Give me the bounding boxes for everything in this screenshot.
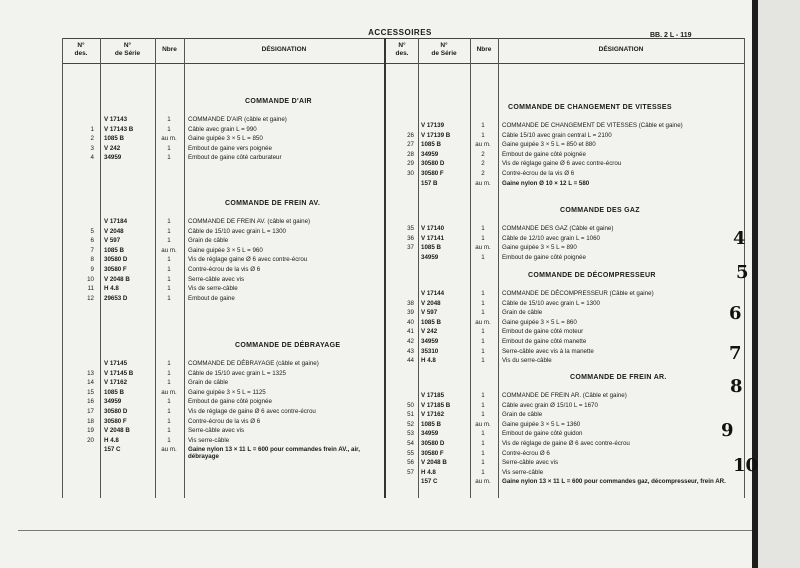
col-line bbox=[498, 38, 499, 498]
designation: Câble de 15/10 avec grain L = 1300 bbox=[502, 299, 600, 307]
quantity: au m. bbox=[475, 478, 491, 486]
designation: Gaine guipée 3 × 5 L = 890 bbox=[502, 244, 577, 252]
serial-number: V 242 bbox=[104, 144, 121, 152]
designation: Gaine guipée 3 × 5 L = 960 bbox=[188, 246, 263, 254]
designation: Embout de gaine côté guidon bbox=[502, 430, 583, 438]
item-number: 12 bbox=[87, 294, 94, 302]
serial-number: V 17144 bbox=[421, 290, 445, 297]
serial-number: 1085 B bbox=[421, 318, 441, 326]
designation: COMMANDE DE DÉBRAYAGE (câble et gaine) bbox=[188, 360, 319, 367]
thumb-tab: 9 bbox=[721, 420, 734, 441]
serial-number: 30580 D bbox=[104, 408, 128, 415]
page-bottom-rule bbox=[18, 530, 758, 531]
serial-number: 34959 bbox=[421, 338, 439, 345]
item-number: 39 bbox=[407, 309, 414, 317]
item-number: 36 bbox=[407, 234, 414, 242]
item-number: 19 bbox=[87, 427, 94, 435]
designation: Vis de serre-câble bbox=[188, 285, 238, 293]
item-number: 7 bbox=[90, 246, 94, 254]
serial-number: V 2048 bbox=[421, 299, 441, 307]
quantity: 1 bbox=[167, 218, 171, 225]
serial-number: V 242 bbox=[421, 328, 438, 336]
designation: COMMANDE DE FREIN AR. (Câble et gaine) bbox=[502, 392, 627, 399]
quantity: au m. bbox=[475, 244, 491, 252]
section-title: COMMANDE DE DÉBRAYAGE bbox=[235, 342, 341, 349]
designation: Embout de gaine côté poignée bbox=[502, 253, 586, 261]
quantity: 1 bbox=[481, 131, 485, 139]
section-title: COMMANDE DES GAZ bbox=[560, 207, 640, 214]
serial-number: V 17143 B bbox=[104, 125, 134, 133]
designation: Serre-câble avec vis bbox=[188, 275, 245, 283]
header-num: N° des. bbox=[74, 42, 88, 57]
item-number: 8 bbox=[90, 256, 94, 264]
item-number: 29 bbox=[407, 160, 414, 168]
designation: Gaine guipée 3 × 5 L = 1125 bbox=[188, 388, 266, 396]
section-title: COMMANDE DE DÉCOMPRESSEUR bbox=[528, 272, 656, 279]
serial-number: H 4.8 bbox=[104, 436, 119, 444]
quantity: au m. bbox=[475, 318, 491, 326]
serial-number: V 597 bbox=[104, 237, 121, 245]
serial-number: V 2048 B bbox=[104, 427, 130, 435]
serial-number: 30580 F bbox=[421, 449, 444, 457]
quantity: 1 bbox=[481, 234, 485, 242]
section-title: COMMANDE DE FREIN AV. bbox=[225, 200, 321, 207]
quantity: 1 bbox=[481, 253, 485, 261]
designation: Gaine nylon Ø 10 × 12 L = 580 bbox=[502, 179, 590, 187]
item-number: 13 bbox=[87, 369, 94, 377]
col-line bbox=[155, 38, 156, 498]
thumb-tab: 10 bbox=[733, 455, 759, 476]
quantity: 1 bbox=[167, 436, 171, 444]
quantity: 1 bbox=[167, 398, 171, 406]
quantity: 1 bbox=[167, 427, 171, 435]
quantity: 1 bbox=[167, 266, 171, 273]
serial-number: H 4.8 bbox=[421, 468, 436, 476]
serial-number: 1085 B bbox=[421, 244, 441, 252]
quantity: 1 bbox=[167, 417, 171, 425]
thumb-tab: 6 bbox=[729, 303, 742, 324]
serial-number: V 17145 B bbox=[104, 369, 134, 377]
item-number: 26 bbox=[407, 131, 414, 139]
designation: Grain de câble bbox=[188, 237, 229, 245]
quantity: 1 bbox=[481, 328, 485, 336]
item-number: 35 bbox=[407, 225, 414, 232]
designation: Grain de câble bbox=[188, 379, 229, 387]
designation: Contre-écrou de la vis Ø 6 bbox=[188, 266, 261, 273]
designation: Gaine guipée 3 × 5 L = 850 bbox=[188, 135, 263, 143]
serial-number: 1085 B bbox=[421, 420, 441, 428]
designation: Gaine guipée 3 × 5 L = 1360 bbox=[502, 420, 581, 428]
designation: Contre-écrou Ø 6 bbox=[502, 449, 550, 457]
serial-number: 1085 B bbox=[421, 141, 441, 149]
designation: Contre-écrou de la vis Ø 6 bbox=[188, 417, 261, 425]
designation: Vis de réglage gaine Ø 6 avec contre-écrou bbox=[188, 256, 308, 264]
quantity: 1 bbox=[167, 144, 171, 152]
serial-number: 34959 bbox=[421, 253, 439, 261]
binding-strip bbox=[752, 0, 800, 568]
serial-number: V 597 bbox=[421, 309, 438, 317]
designation: Câble avec grain L = 990 bbox=[188, 125, 257, 133]
designation: Embout de gaine vers poignée bbox=[188, 144, 272, 152]
quantity: 1 bbox=[167, 154, 171, 162]
quantity: 1 bbox=[167, 116, 171, 123]
quantity: 1 bbox=[481, 459, 485, 467]
col-line bbox=[418, 38, 419, 498]
thumb-tab: 7 bbox=[729, 343, 742, 364]
designation: Embout de gaine côté manette bbox=[502, 338, 587, 345]
designation: Serre-câble avec vis à la manette bbox=[502, 347, 594, 355]
serial-number: 1085 B bbox=[104, 135, 124, 143]
serial-number: 30580 D bbox=[421, 440, 445, 447]
quantity: 1 bbox=[167, 125, 171, 133]
quantity: 1 bbox=[167, 294, 171, 302]
header-qty: Nbre bbox=[162, 46, 177, 53]
designation: Câble avec grain Ø 15/10 L = 1670 bbox=[502, 401, 598, 409]
quantity: 2 bbox=[481, 160, 485, 168]
item-number: 42 bbox=[407, 338, 414, 345]
designation: Gaine guipée 3 × 5 L = 860 bbox=[502, 318, 577, 326]
quantity: 1 bbox=[481, 449, 485, 457]
designation: Gaine guipée 3 × 5 L = 850 et 880 bbox=[502, 141, 596, 149]
quantity: 1 bbox=[481, 122, 485, 129]
quantity: 1 bbox=[481, 347, 485, 355]
item-number: 15 bbox=[87, 388, 94, 396]
designation: Embout de gaine côté carburateur bbox=[188, 154, 282, 162]
quantity: au m. bbox=[475, 420, 491, 428]
serial-number: V 17145 bbox=[104, 360, 128, 367]
thumb-tab: 4 bbox=[733, 228, 746, 249]
item-number: 53 bbox=[407, 430, 414, 438]
serial-number: V 17162 bbox=[104, 379, 128, 387]
serial-number: 30580 F bbox=[421, 170, 444, 177]
quantity: 1 bbox=[481, 440, 485, 447]
item-number: 52 bbox=[407, 420, 414, 428]
item-number: 37 bbox=[407, 244, 414, 252]
item-number: 40 bbox=[407, 318, 414, 326]
quantity: 1 bbox=[167, 285, 171, 293]
designation: Gaine nylon 13 × 11 L = 600 pour commandes gaz, décompresseur, frein AR. bbox=[502, 478, 726, 486]
section-title: COMMANDE DE FREIN AR. bbox=[570, 374, 667, 381]
header-serial: N° de Série bbox=[114, 42, 141, 57]
item-number: 16 bbox=[87, 398, 94, 406]
designation: Grain de câble bbox=[502, 411, 543, 419]
quantity: 2 bbox=[481, 170, 485, 177]
designation: COMMANDE DES GAZ (Câble et gaine) bbox=[502, 225, 614, 232]
header-serial: N° de Série bbox=[431, 42, 457, 57]
item-number: 10 bbox=[87, 275, 94, 283]
quantity: 1 bbox=[167, 379, 171, 387]
quantity: 1 bbox=[481, 411, 485, 419]
item-number: 51 bbox=[407, 411, 414, 419]
header-qty: Nbre bbox=[476, 46, 492, 53]
item-number: 43 bbox=[407, 347, 414, 355]
item-number: 57 bbox=[407, 468, 414, 476]
item-number: 41 bbox=[407, 328, 414, 336]
designation: Serre-câble avec vis bbox=[502, 459, 559, 467]
section-title: COMMANDE DE CHANGEMENT DE VITESSES bbox=[508, 104, 672, 111]
item-number: 11 bbox=[87, 285, 94, 293]
designation: Vis de réglage gaine Ø 6 avec contre-écrou bbox=[502, 160, 622, 168]
designation: Vis serre-câble bbox=[502, 468, 544, 476]
item-number: 2 bbox=[90, 135, 94, 143]
serial-number: 30580 F bbox=[104, 266, 127, 273]
quantity: au m. bbox=[161, 246, 177, 254]
item-number: 18 bbox=[87, 417, 94, 425]
quantity: au m. bbox=[161, 388, 177, 396]
item-number: 20 bbox=[87, 436, 94, 444]
designation: COMMANDE DE CHANGEMENT DE VITESSES (Câble et gaine) bbox=[502, 122, 683, 129]
header-designation: DÉSIGNATION bbox=[598, 46, 644, 53]
serial-number: 157 B bbox=[421, 179, 438, 187]
item-number: 1 bbox=[90, 125, 94, 133]
designation: COMMANDE DE FREIN AV. (câble et gaine) bbox=[188, 218, 311, 225]
header-designation: DÉSIGNATION bbox=[261, 46, 307, 53]
quantity: 1 bbox=[481, 401, 485, 409]
quantity: 2 bbox=[481, 150, 485, 158]
item-number: 54 bbox=[407, 440, 414, 447]
serial-number: 34959 bbox=[421, 150, 439, 158]
quantity: 1 bbox=[481, 299, 485, 307]
designation: Grain de câble bbox=[502, 309, 543, 317]
quantity: au m. bbox=[161, 446, 177, 454]
item-number: 27 bbox=[407, 141, 414, 149]
quantity: 1 bbox=[481, 225, 485, 232]
quantity: 1 bbox=[167, 275, 171, 283]
item-number: 30 bbox=[407, 170, 414, 177]
serial-number: V 2048 bbox=[104, 227, 124, 235]
quantity: 1 bbox=[167, 227, 171, 235]
serial-number: 29653 D bbox=[104, 294, 128, 302]
item-number: 56 bbox=[407, 459, 414, 467]
designation: Embout de gaine côté poignée bbox=[502, 150, 586, 158]
serial-number: V 17185 B bbox=[421, 401, 451, 409]
quantity: au m. bbox=[475, 141, 491, 149]
serial-number: 34959 bbox=[104, 154, 122, 162]
serial-number: V 17139 bbox=[421, 122, 445, 129]
serial-number: 157 C bbox=[421, 478, 438, 486]
serial-number: 1085 B bbox=[104, 246, 124, 254]
designation: Vis de réglage de gaine Ø 6 avec contre-écrou bbox=[188, 408, 316, 415]
section-title: COMMANDE D'AIR bbox=[245, 98, 312, 105]
serial-number: V 2048 B bbox=[421, 459, 447, 467]
item-number: 50 bbox=[407, 401, 414, 409]
quantity: au m. bbox=[161, 135, 177, 143]
thumb-tab: 8 bbox=[730, 376, 743, 397]
serial-number: V 2048 B bbox=[104, 275, 130, 283]
serial-number: 34959 bbox=[104, 398, 122, 406]
designation: Vis de réglage de gaine Ø 6 avec contre-écrou bbox=[502, 440, 630, 447]
quantity: 1 bbox=[481, 468, 485, 476]
quantity: 1 bbox=[167, 369, 171, 377]
serial-number: H 4.8 bbox=[421, 357, 436, 365]
designation: Câble de 12/10 avec grain L = 1060 bbox=[502, 234, 600, 242]
item-number: 38 bbox=[407, 299, 414, 307]
item-number: 5 bbox=[90, 227, 94, 235]
center-divider bbox=[384, 38, 386, 498]
designation: Gaine nylon 13 × 11 L = 600 pour commandes frein AV., air, débrayage bbox=[188, 446, 360, 461]
item-number: 9 bbox=[90, 266, 94, 273]
serial-number: V 17185 bbox=[421, 392, 445, 399]
designation: Câble de 15/10 avec grain L = 1300 bbox=[188, 227, 286, 235]
designation: Câble 15/10 avec grain central L = 2100 bbox=[502, 131, 612, 139]
item-number: 6 bbox=[90, 237, 94, 245]
designation: Vis du serre-câble bbox=[502, 357, 552, 365]
col-line bbox=[470, 38, 471, 498]
designation: Embout de gaine bbox=[188, 294, 235, 302]
table-header-rule bbox=[62, 63, 744, 64]
quantity: 1 bbox=[481, 430, 485, 438]
designation: Serre-câble avec vis bbox=[188, 427, 245, 435]
header-num: N° des. bbox=[395, 42, 409, 57]
designation: Embout de gaine côté poignée bbox=[188, 398, 272, 406]
designation: COMMANDE D'AIR (câble et gaine) bbox=[188, 116, 287, 123]
serial-number: 30580 D bbox=[104, 256, 128, 264]
serial-number: 30580 D bbox=[421, 160, 445, 168]
quantity: 1 bbox=[167, 360, 171, 367]
serial-number: 35310 bbox=[421, 347, 439, 355]
page-reference: BB. 2 L - 119 bbox=[650, 32, 692, 39]
quantity: 1 bbox=[481, 392, 485, 399]
designation: Câble de 15/10 avec grain L = 1325 bbox=[188, 369, 286, 377]
table-top-rule bbox=[62, 38, 744, 39]
serial-number: V 17184 bbox=[104, 218, 128, 225]
item-number: 28 bbox=[407, 150, 414, 158]
quantity: 1 bbox=[481, 309, 485, 317]
col-line bbox=[100, 38, 101, 498]
serial-number: V 17143 bbox=[104, 116, 128, 123]
quantity: 1 bbox=[167, 256, 171, 264]
thumb-tab: 5 bbox=[736, 262, 749, 283]
designation: Contre-écrou de la vis Ø 6 bbox=[502, 170, 575, 177]
serial-number: H 4.8 bbox=[104, 285, 119, 293]
serial-number: 157 C bbox=[104, 446, 121, 454]
serial-number: 34959 bbox=[421, 430, 439, 438]
quantity: 1 bbox=[167, 237, 171, 245]
designation: Vis serre-câble bbox=[188, 436, 230, 444]
serial-number: V 17140 bbox=[421, 225, 445, 232]
serial-number: V 17139 B bbox=[421, 131, 451, 139]
designation: COMMANDE DE DÉCOMPRESSEUR (Câble et gaine) bbox=[502, 290, 654, 297]
quantity: au m. bbox=[475, 179, 491, 187]
item-number: 44 bbox=[407, 357, 414, 365]
quantity: 1 bbox=[481, 290, 485, 297]
serial-number: V 17141 bbox=[421, 234, 445, 242]
page-title: ACCESSOIRES bbox=[368, 28, 432, 37]
designation: Embout de gaine côté moteur bbox=[502, 328, 584, 336]
serial-number: 30580 F bbox=[104, 417, 127, 425]
serial-number: V 17162 bbox=[421, 411, 445, 419]
serial-number: 1085 B bbox=[104, 388, 124, 396]
item-number: 14 bbox=[87, 379, 94, 387]
quantity: 1 bbox=[481, 338, 485, 345]
quantity: 1 bbox=[481, 357, 485, 365]
item-number: 4 bbox=[90, 154, 94, 162]
item-number: 17 bbox=[87, 408, 94, 415]
item-number: 55 bbox=[407, 449, 414, 457]
col-line bbox=[184, 38, 185, 498]
item-number: 3 bbox=[90, 144, 94, 152]
quantity: 1 bbox=[167, 408, 171, 415]
